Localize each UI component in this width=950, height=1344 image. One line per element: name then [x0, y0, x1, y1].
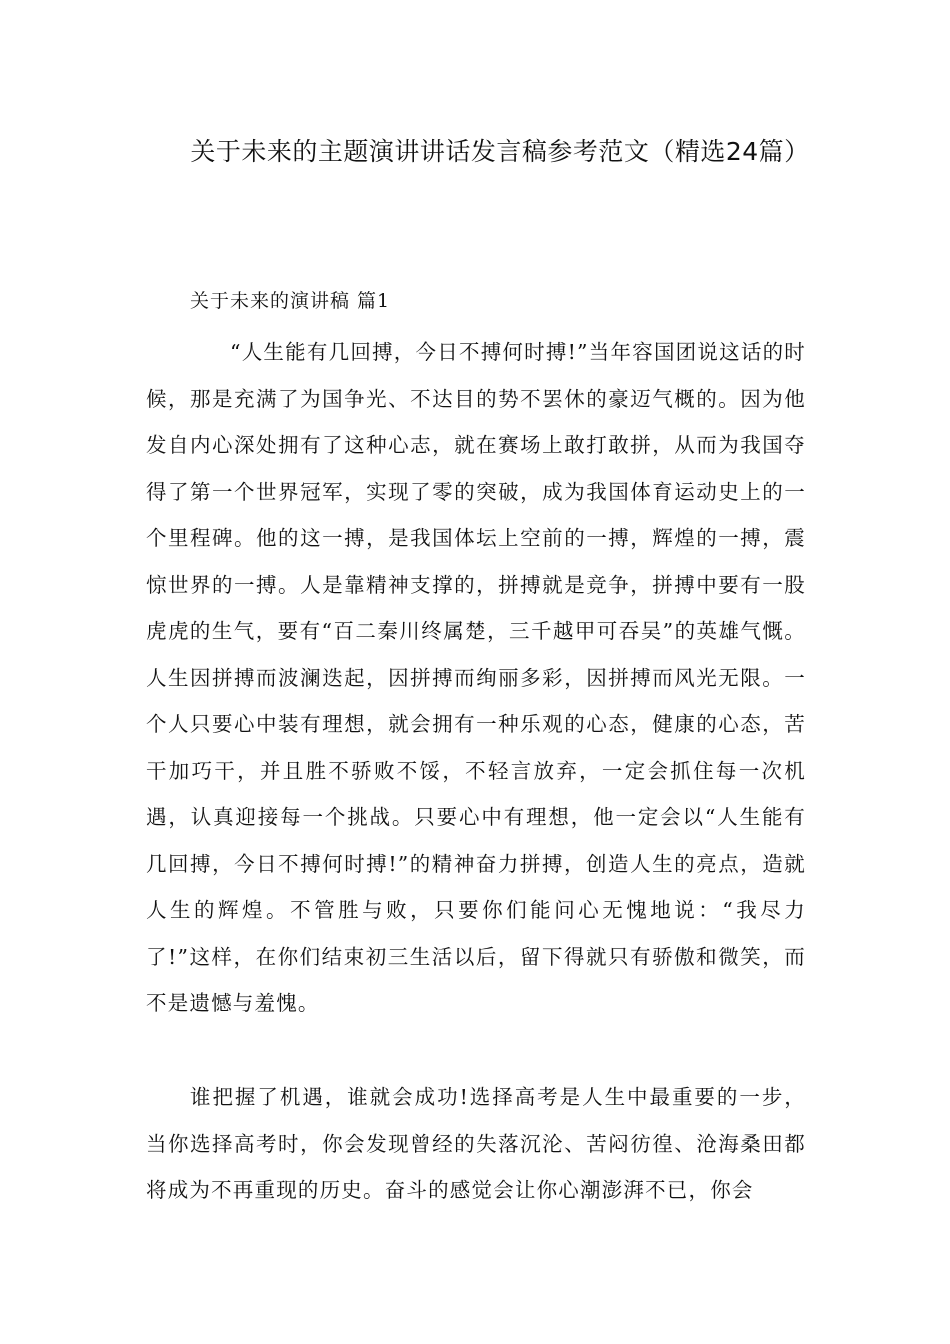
section-heading: 关于未来的演讲稿 篇1	[190, 290, 391, 312]
document-title: 关于未来的主题演讲讲话发言稿参考范文（精选24篇）	[190, 137, 810, 166]
body-paragraph: “人生能有几回搏，今日不搏何时搏!”当年容国团说这话的时候，那是充满了为国争光、不达目的势不罢休的豪迈气概的。因为他发自内心深处拥有了这种心志，就在赛场上敢打敢拼，从而为我国夺得了第一个世界冠军，实现了零的突破，成为我国体育运动史上的一个里程碑。他的这一搏，是我国体坛上空前的一搏，辉煌的一搏，震惊世界的一搏。人是靠精神支撑的，拼搏就是竞争，拼搏中要有一股虎虎的生气，要有“百二秦川终属楚，三千越甲可吞吴”的英雄气慨。人生因拼搏而波澜迭起，因拼搏而绚丽多彩，因拼搏而风光无限。一个人只要心中装有理想，就会拥有一种乐观的心态，健康的心态，苦干加巧干，并且胜不骄败不馁，不轻言放弃，一定会抓住每一次机遇，认真迎接每一个挑战。只要心中有理想，他一定会以“人生能有几回搏，今日不搏何时搏!”的精神奋力拼搏，创造人生的亮点，造就人生的辉煌。不管胜与败，只要你们能问心无愧地说：“我尽力了!”这样，在你们结束初三生活以后，留下得就只有骄傲和微笑，而不是遗憾与羞愧。	[146, 340, 806, 1015]
body-paragraph: 谁把握了机遇，谁就会成功!选择高考是人生中最重要的一步，当你选择高考时，你会发现曾经的失落沉沦、苦闷彷徨、沧海桑田都将成为不再重现的历史。奋斗的感觉会让你心潮澎湃不已，你会	[146, 1085, 806, 1202]
